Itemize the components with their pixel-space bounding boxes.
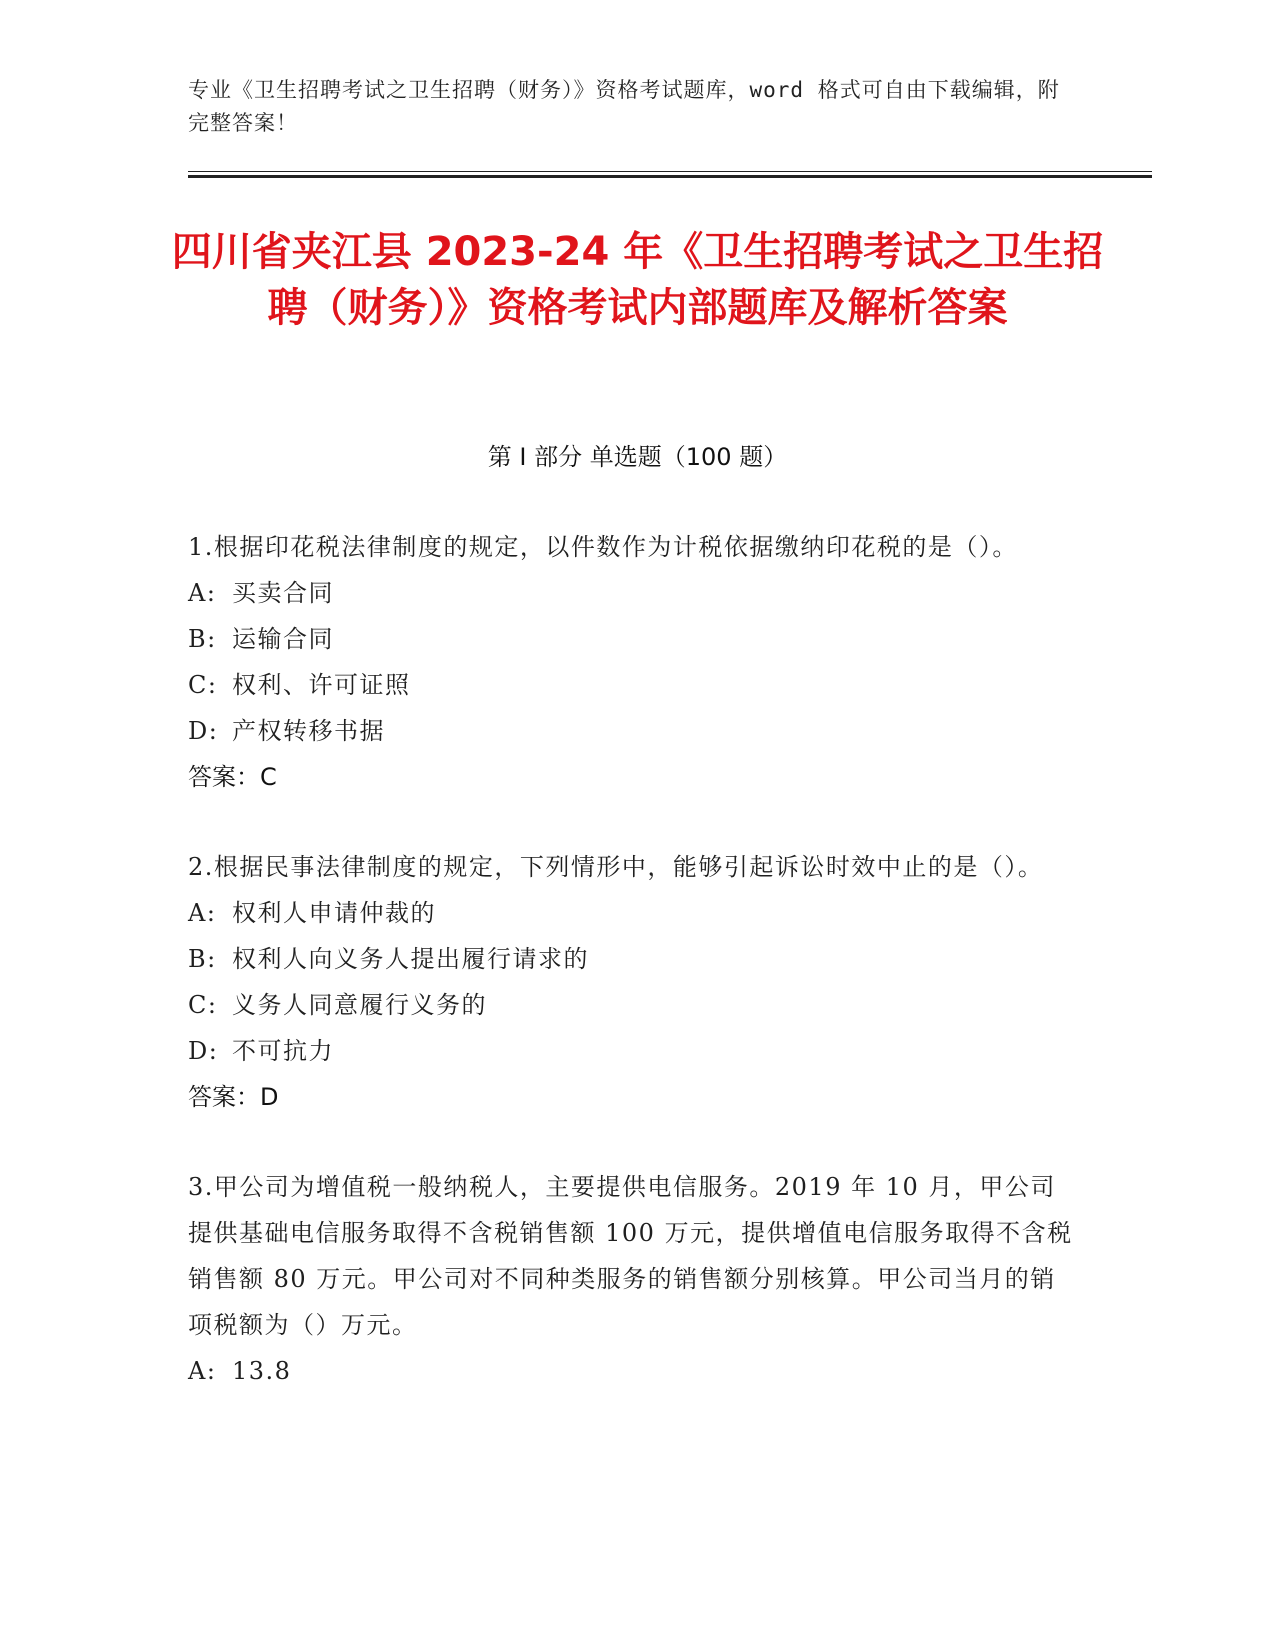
option-key: D: bbox=[188, 1037, 219, 1065]
header-note: 专业《卫生招聘考试之卫生招聘（财务）》资格考试题库，word 格式可自由下载编辑，附完整答案！ bbox=[188, 78, 1060, 135]
option-key: A: bbox=[188, 579, 217, 607]
question-stem: 3.甲公司为增值税一般纳税人，主要提供电信服务。2019 年 10 月，甲公司提供基础电信服务取得不含税销售额 100 万元，提供增值电信服务取得不含税销售额 80 万元。甲公司对不同种类服务的销售额分别核算。甲公司当月的销项税额为（）万元。 bbox=[188, 1173, 1073, 1339]
option-text: 不可抗力 bbox=[232, 1037, 334, 1065]
option-a bbox=[188, 570, 1078, 616]
header-divider-thin bbox=[188, 171, 1152, 172]
option-key: C: bbox=[188, 991, 218, 1019]
answer-line: 答案：C bbox=[188, 763, 277, 791]
section-heading: 第 I 部分 单选题（100 题） bbox=[487, 443, 788, 471]
answer-line: 答案：D bbox=[188, 1083, 279, 1111]
option-text: 产权转移书据 bbox=[232, 717, 385, 745]
document-title: 四川省夹江县 2023-24 年《卫生招聘考试之卫生招聘（财务）》资格考试内部题库及解析答案 bbox=[171, 229, 1104, 331]
question-stem: 1.根据印花税法律制度的规定，以件数作为计税依据缴纳印花税的是（）。 bbox=[188, 533, 1018, 561]
question-list bbox=[188, 524, 1078, 1438]
option-key: A: bbox=[188, 1357, 217, 1385]
option-key: B: bbox=[188, 625, 217, 653]
option-text: 权利人向义务人提出履行请求的 bbox=[232, 945, 589, 973]
option-c bbox=[188, 982, 1078, 1028]
option-text: 13.8 bbox=[232, 1357, 292, 1385]
option-text: 义务人同意履行义务的 bbox=[232, 991, 487, 1019]
question-3 bbox=[188, 1164, 1078, 1394]
option-b bbox=[188, 936, 1078, 982]
option-key: A: bbox=[188, 899, 217, 927]
option-text: 运输合同 bbox=[232, 625, 334, 653]
option-b bbox=[188, 616, 1078, 662]
option-text: 权利、许可证照 bbox=[232, 671, 411, 699]
question-2 bbox=[188, 844, 1078, 1120]
option-text: 权利人申请仲裁的 bbox=[232, 899, 436, 927]
option-d bbox=[188, 708, 1078, 754]
option-key: C: bbox=[188, 671, 218, 699]
option-key: D: bbox=[188, 717, 219, 745]
question-1 bbox=[188, 524, 1078, 800]
option-c bbox=[188, 662, 1078, 708]
option-d bbox=[188, 1028, 1078, 1074]
option-a bbox=[188, 890, 1078, 936]
option-text: 买卖合同 bbox=[232, 579, 334, 607]
option-key: B: bbox=[188, 945, 217, 973]
question-stem: 2.根据民事法律制度的规定，下列情形中，能够引起诉讼时效中止的是（）。 bbox=[188, 853, 1044, 881]
header-divider-thick bbox=[188, 175, 1152, 178]
option-a bbox=[188, 1348, 1078, 1394]
